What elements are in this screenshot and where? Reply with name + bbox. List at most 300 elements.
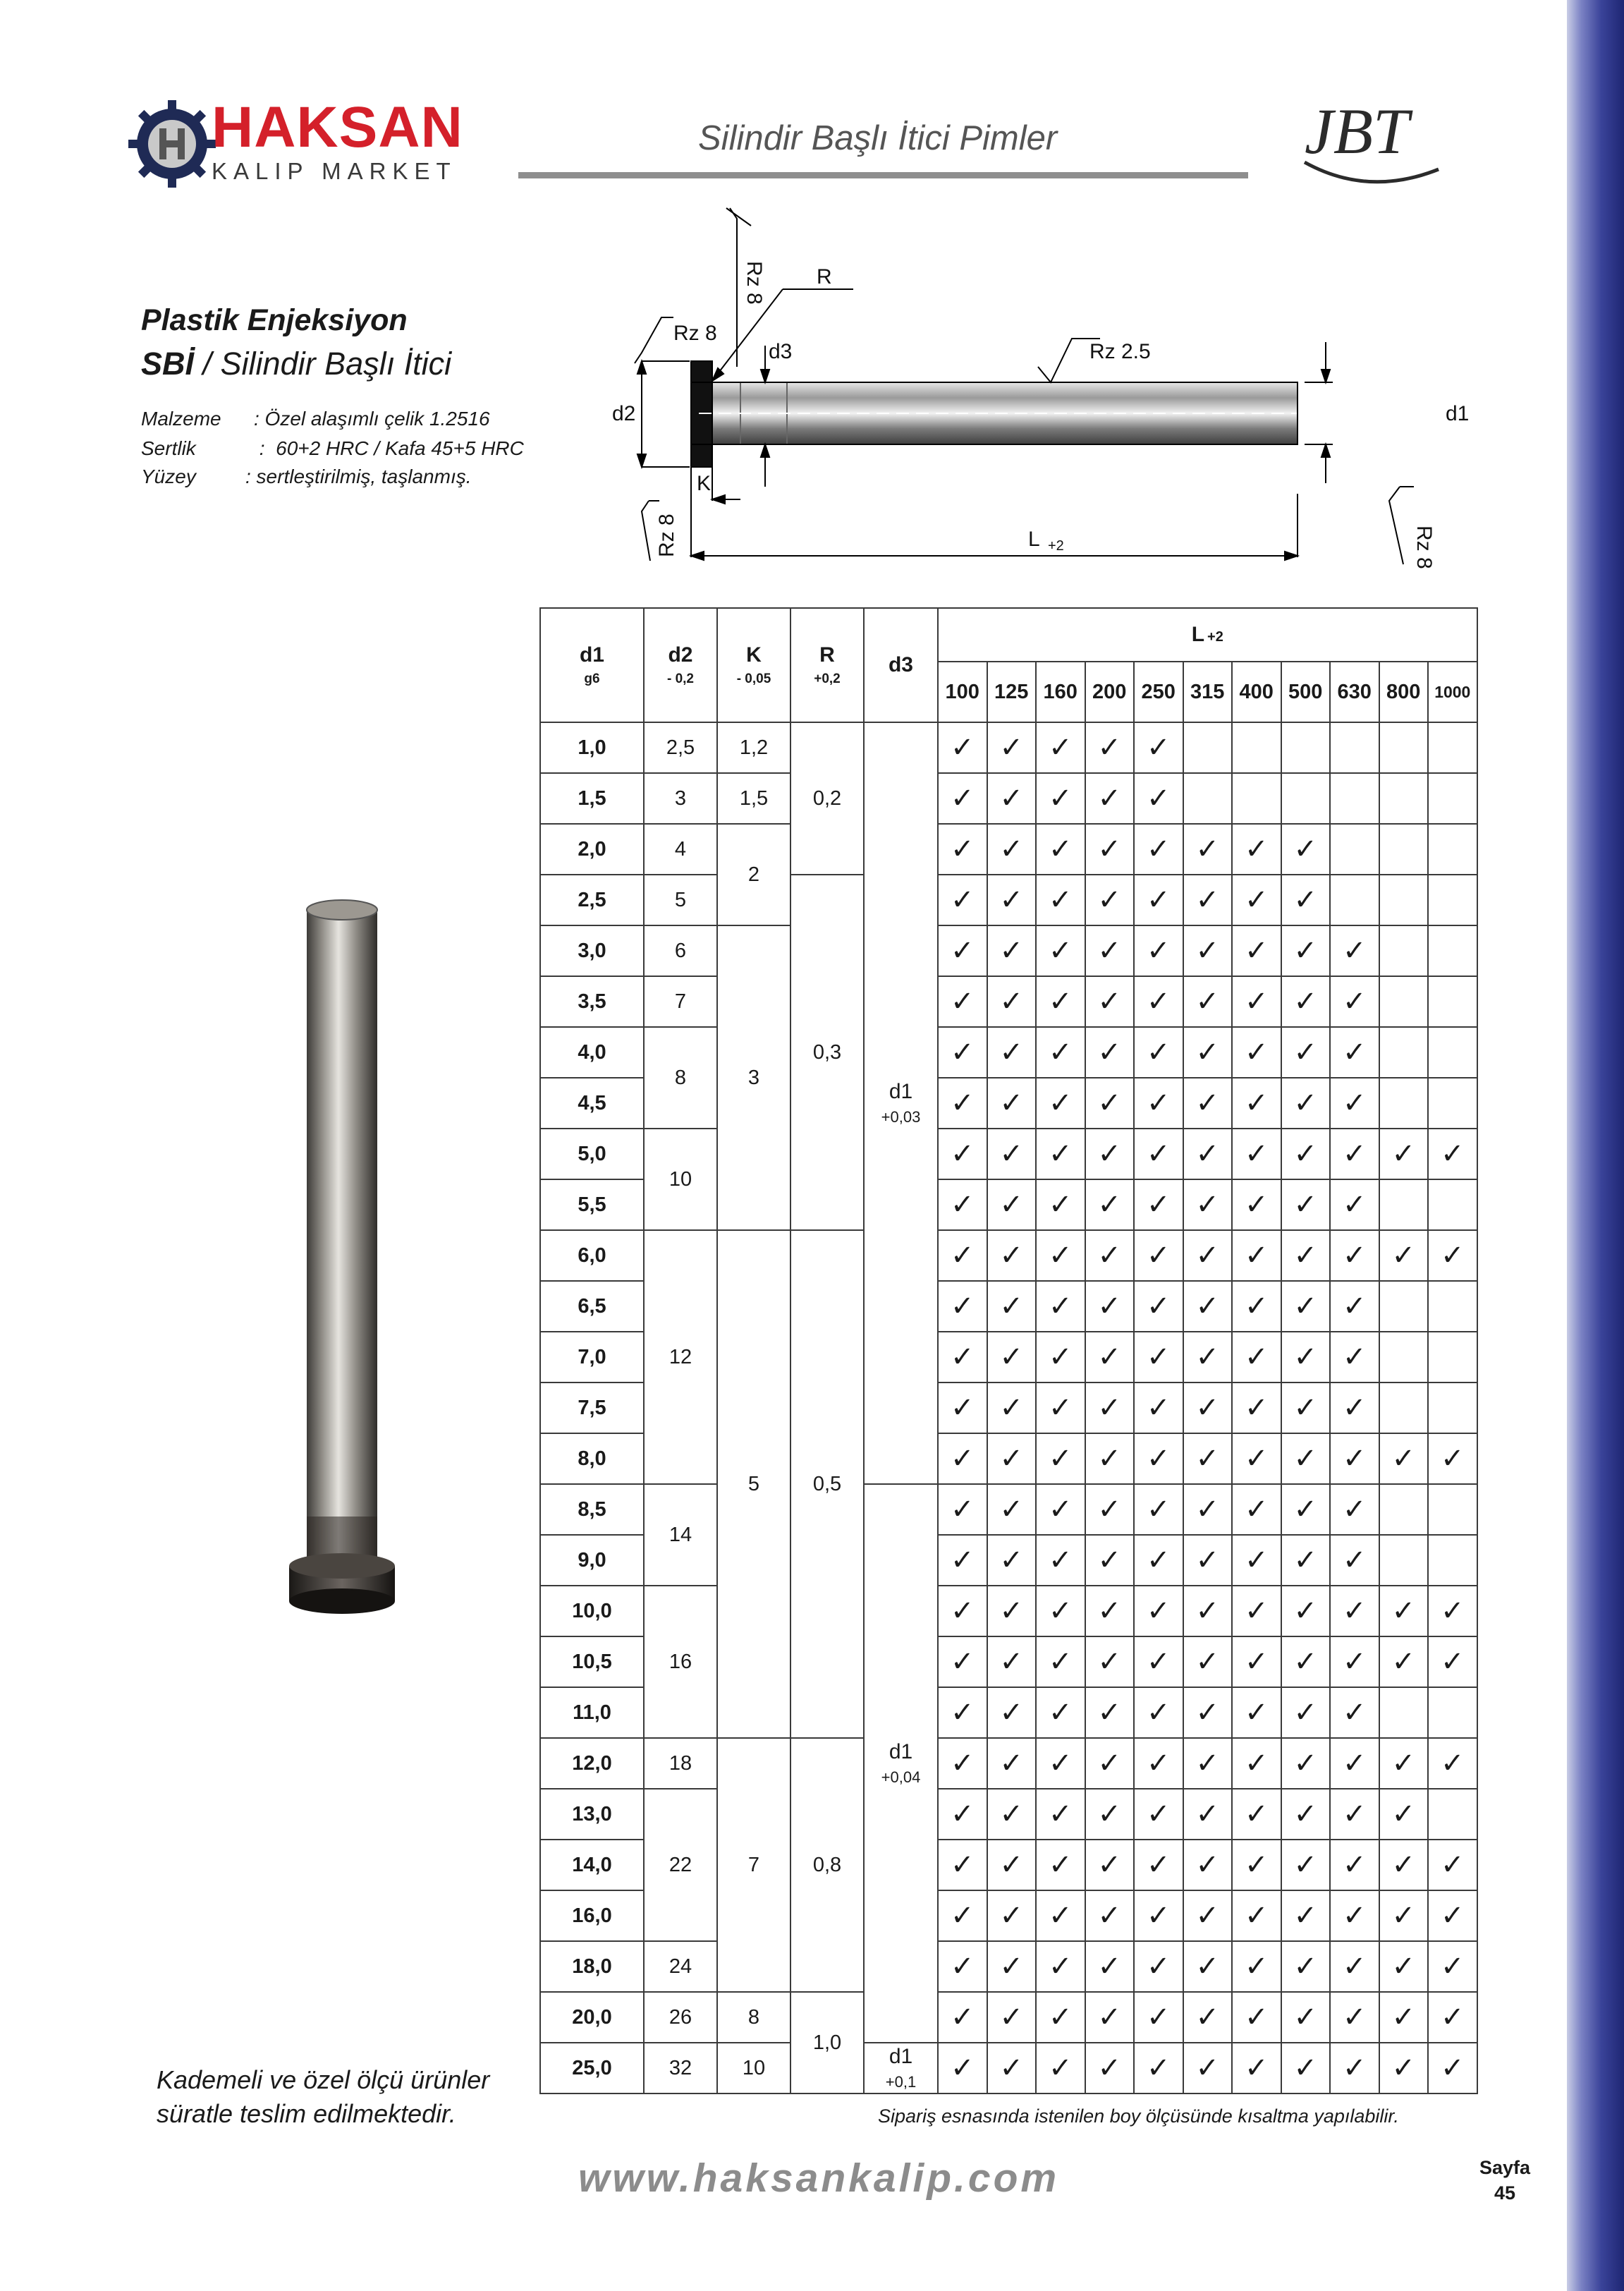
availability-cell — [1183, 1433, 1233, 1484]
availability-cell — [1379, 1129, 1429, 1179]
checkmark-icon: ✓ — [1146, 1798, 1171, 1830]
checkmark-icon: ✓ — [950, 731, 975, 763]
availability-cell — [1232, 1586, 1281, 1636]
checkmark-icon: ✓ — [1293, 1239, 1317, 1271]
checkmark-icon: ✓ — [1146, 1544, 1171, 1576]
availability-cell — [1379, 1179, 1429, 1230]
availability-cell — [1134, 773, 1183, 824]
availability-cell — [1036, 2043, 1085, 2094]
checkmark-icon: ✓ — [1048, 2052, 1073, 2084]
availability-cell — [938, 1586, 987, 1636]
availability-cell — [1232, 1433, 1281, 1484]
checkmark-icon: ✓ — [999, 731, 1023, 763]
website-link[interactable]: www.haksankalip.com — [578, 2156, 1060, 2201]
checkmark-icon: ✓ — [1342, 2001, 1367, 2033]
checkmark-icon: ✓ — [1146, 1595, 1171, 1627]
checkmark-icon: ✓ — [950, 1138, 975, 1169]
availability-cell — [1330, 1941, 1379, 1992]
checkmark-icon: ✓ — [1195, 1036, 1219, 1068]
availability-cell — [1183, 1992, 1233, 2043]
availability-cell — [1428, 1332, 1477, 1382]
pin-body — [659, 361, 1312, 467]
checkmark-icon: ✓ — [999, 884, 1023, 916]
brand-subtitle: KALIP MARKET — [212, 158, 457, 184]
d3-base: d1 — [889, 1080, 913, 1103]
checkmark-icon: ✓ — [1048, 2001, 1073, 2033]
header-length-label: L — [1191, 623, 1205, 646]
availability-cell — [987, 1840, 1037, 1890]
checkmark-icon: ✓ — [1244, 1341, 1269, 1373]
availability-cell — [1036, 925, 1085, 976]
availability-cell — [938, 1687, 987, 1738]
checkmark-icon: ✓ — [1441, 1950, 1465, 1982]
order-note: Sipariş esnasında istenilen boy ölçüsünde kısaltma yapılabilir. — [878, 2105, 1399, 2127]
spec-value: : sertleştirilmiş, taşlanmış. — [245, 466, 472, 487]
availability-cell — [1134, 1535, 1183, 1586]
availability-cell — [1281, 722, 1331, 773]
d3-cell — [864, 2043, 938, 2094]
checkmark-icon: ✓ — [1293, 1036, 1317, 1068]
checkmark-icon: ✓ — [1244, 1849, 1269, 1880]
checkmark-icon: ✓ — [1342, 1493, 1367, 1525]
header-d2 — [644, 608, 717, 722]
header-d3-label: d3 — [888, 653, 913, 676]
length-header-cell: 400 — [1232, 662, 1281, 722]
d1-cell: 12,0 — [540, 1738, 644, 1789]
availability-cell — [1036, 875, 1085, 925]
d2-cell: 24 — [644, 1941, 717, 1992]
d2-cell: 26 — [644, 1992, 717, 2043]
availability-cell — [1183, 1382, 1233, 1433]
availability-cell — [987, 1332, 1037, 1382]
checkmark-icon: ✓ — [1048, 1646, 1073, 1677]
checkmark-icon: ✓ — [1097, 782, 1121, 814]
availability-cell — [938, 875, 987, 925]
availability-cell — [1379, 1332, 1429, 1382]
checkmark-icon: ✓ — [950, 1087, 975, 1119]
checkmark-icon: ✓ — [1048, 1747, 1073, 1779]
checkmark-icon: ✓ — [1195, 935, 1219, 966]
checkmark-icon: ✓ — [999, 1036, 1023, 1068]
title-underline — [518, 172, 1248, 178]
availability-cell — [987, 1941, 1037, 1992]
availability-cell — [1134, 722, 1183, 773]
table-row — [540, 1586, 1477, 1636]
availability-cell — [1281, 773, 1331, 824]
d3-base: d1 — [889, 1740, 913, 1763]
drawing-label-rz8-head: Rz 8 — [673, 322, 717, 345]
checkmark-icon: ✓ — [1244, 935, 1269, 966]
availability-cell — [1232, 1789, 1281, 1840]
checkmark-icon: ✓ — [1097, 1036, 1121, 1068]
availability-cell — [987, 1230, 1037, 1281]
checkmark-icon: ✓ — [1342, 1341, 1367, 1373]
availability-cell — [1281, 1840, 1331, 1890]
checkmark-icon: ✓ — [1441, 1900, 1465, 1931]
k-cell: 7 — [717, 1738, 790, 1992]
availability-cell — [987, 1382, 1037, 1433]
availability-cell — [1183, 1890, 1233, 1941]
checkmark-icon: ✓ — [1146, 1696, 1171, 1728]
checkmark-icon: ✓ — [1391, 1646, 1415, 1677]
ejector-pin-photo — [282, 896, 409, 1622]
length-header-cell: 1000 — [1428, 662, 1477, 722]
checkmark-icon: ✓ — [1146, 1138, 1171, 1169]
drawing-label-rz8-top: Rz 8 — [743, 261, 766, 305]
checkmark-icon: ✓ — [950, 1696, 975, 1728]
drawing-label-d1: d1 — [1446, 402, 1470, 425]
haksan-gear-logo-icon — [127, 99, 217, 189]
availability-cell — [1428, 1078, 1477, 1129]
partner-logo: JBT — [1305, 95, 1410, 167]
availability-cell — [1085, 1687, 1135, 1738]
checkmark-icon: ✓ — [950, 833, 975, 865]
checkmark-icon: ✓ — [1391, 1138, 1415, 1169]
checkmark-icon: ✓ — [1342, 1900, 1367, 1931]
d3-tolerance: +0,03 — [881, 1108, 921, 1126]
availability-cell — [1232, 875, 1281, 925]
checkmark-icon: ✓ — [999, 1950, 1023, 1982]
availability-cell — [1085, 1027, 1135, 1078]
d2-cell: 7 — [644, 976, 717, 1027]
checkmark-icon: ✓ — [1391, 1239, 1415, 1271]
availability-cell — [1428, 1840, 1477, 1890]
checkmark-icon: ✓ — [1441, 2001, 1465, 2033]
availability-cell — [1428, 1179, 1477, 1230]
availability-cell — [1232, 1484, 1281, 1535]
checkmark-icon: ✓ — [1293, 1189, 1317, 1220]
checkmark-icon: ✓ — [1342, 1849, 1367, 1880]
checkmark-icon: ✓ — [1244, 1646, 1269, 1677]
availability-cell — [1036, 1382, 1085, 1433]
checkmark-icon: ✓ — [1342, 935, 1367, 966]
checkmark-icon: ✓ — [1146, 1087, 1171, 1119]
availability-cell — [938, 1332, 987, 1382]
checkmark-icon: ✓ — [1342, 1747, 1367, 1779]
d1-cell: 5,0 — [540, 1129, 644, 1179]
checkmark-icon: ✓ — [1097, 833, 1121, 865]
availability-cell — [1428, 1027, 1477, 1078]
checkmark-icon: ✓ — [1048, 1290, 1073, 1322]
checkmark-icon: ✓ — [950, 1036, 975, 1068]
d1-cell: 14,0 — [540, 1840, 644, 1890]
checkmark-icon: ✓ — [999, 935, 1023, 966]
spec-row-material — [141, 408, 490, 430]
length-header-cell: 800 — [1379, 662, 1429, 722]
checkmark-icon: ✓ — [1146, 782, 1171, 814]
availability-cell — [1428, 1484, 1477, 1535]
d2-cell: 22 — [644, 1789, 717, 1941]
availability-cell — [1330, 875, 1379, 925]
availability-cell — [1330, 1890, 1379, 1941]
availability-cell — [1428, 1433, 1477, 1484]
availability-cell — [938, 722, 987, 773]
availability-cell — [938, 2043, 987, 2094]
d1-cell: 3,0 — [540, 925, 644, 976]
availability-cell — [1085, 925, 1135, 976]
drawing-label-rz25: Rz 2.5 — [1089, 340, 1151, 363]
d3-tolerance: +0,1 — [885, 2073, 917, 2091]
length-header-cell: 160 — [1036, 662, 1085, 722]
d1-cell: 1,5 — [540, 773, 644, 824]
availability-cell — [1036, 722, 1085, 773]
checkmark-icon: ✓ — [999, 1239, 1023, 1271]
checkmark-icon: ✓ — [1097, 1290, 1121, 1322]
checkmark-icon: ✓ — [1097, 1189, 1121, 1220]
availability-cell — [987, 1179, 1037, 1230]
category-title: Plastik Enjeksiyon — [141, 303, 408, 337]
availability-cell — [1036, 976, 1085, 1027]
d1-cell: 18,0 — [540, 1941, 644, 1992]
availability-cell — [1379, 1281, 1429, 1332]
availability-cell — [987, 1687, 1037, 1738]
availability-cell — [1330, 2043, 1379, 2094]
checkmark-icon: ✓ — [999, 1341, 1023, 1373]
d2-cell: 12 — [644, 1230, 717, 1484]
d1-cell: 5,5 — [540, 1179, 644, 1230]
checkmark-icon: ✓ — [1195, 985, 1219, 1017]
checkmark-icon: ✓ — [1342, 1595, 1367, 1627]
availability-cell — [1281, 1789, 1331, 1840]
header-d1-label: d1 — [579, 643, 604, 667]
d1-cell: 2,5 — [540, 875, 644, 925]
checkmark-icon: ✓ — [1146, 1747, 1171, 1779]
availability-cell — [987, 722, 1037, 773]
delivery-note — [157, 2063, 489, 2131]
checkmark-icon: ✓ — [1048, 1696, 1073, 1728]
availability-cell — [1232, 1382, 1281, 1433]
availability-cell — [1379, 1890, 1429, 1941]
brand-name: HAKSAN — [212, 95, 463, 159]
checkmark-icon: ✓ — [999, 1900, 1023, 1931]
d1-cell: 16,0 — [540, 1890, 644, 1941]
checkmark-icon: ✓ — [1244, 985, 1269, 1017]
checkmark-icon: ✓ — [1293, 1392, 1317, 1423]
checkmark-icon: ✓ — [1293, 833, 1317, 865]
checkmark-icon: ✓ — [999, 1493, 1023, 1525]
availability-cell — [1281, 1484, 1331, 1535]
d2-cell: 14 — [644, 1484, 717, 1586]
checkmark-icon: ✓ — [1293, 1747, 1317, 1779]
checkmark-icon: ✓ — [950, 1341, 975, 1373]
availability-cell — [1428, 824, 1477, 875]
checkmark-icon: ✓ — [1048, 1087, 1073, 1119]
checkmark-icon: ✓ — [1097, 935, 1121, 966]
availability-cell — [1330, 1129, 1379, 1179]
d1-cell: 7,0 — [540, 1332, 644, 1382]
header-k-tolerance: - 0,05 — [736, 672, 771, 686]
availability-cell — [938, 1382, 987, 1433]
table-row — [540, 1738, 1477, 1789]
checkmark-icon: ✓ — [1244, 1138, 1269, 1169]
availability-cell — [1281, 1027, 1331, 1078]
checkmark-icon: ✓ — [1097, 1900, 1121, 1931]
checkmark-icon: ✓ — [1048, 731, 1073, 763]
checkmark-icon: ✓ — [999, 1747, 1023, 1779]
header-r-tolerance: +0,2 — [814, 672, 841, 686]
availability-cell — [1085, 1535, 1135, 1586]
d3-tolerance: +0,04 — [881, 1768, 921, 1786]
availability-cell — [1036, 1941, 1085, 1992]
availability-cell — [1085, 2043, 1135, 2094]
table-row — [540, 2043, 1477, 2094]
checkmark-icon: ✓ — [1195, 1900, 1219, 1931]
availability-cell — [1036, 824, 1085, 875]
checkmark-icon: ✓ — [950, 1189, 975, 1220]
d1-cell: 1,0 — [540, 722, 644, 773]
checkmark-icon: ✓ — [1441, 2052, 1465, 2084]
availability-cell — [1232, 1890, 1281, 1941]
availability-cell — [1281, 1382, 1331, 1433]
checkmark-icon: ✓ — [1097, 985, 1121, 1017]
availability-cell — [1281, 1332, 1331, 1382]
r-cell: 0,5 — [790, 1230, 864, 1738]
table-row — [540, 1230, 1477, 1281]
r-cell: 0,3 — [790, 875, 864, 1230]
checkmark-icon: ✓ — [1293, 1696, 1317, 1728]
availability-cell — [1281, 1433, 1331, 1484]
checkmark-icon: ✓ — [1293, 1138, 1317, 1169]
availability-cell — [938, 1535, 987, 1586]
checkmark-icon: ✓ — [1146, 833, 1171, 865]
checkmark-icon: ✓ — [999, 1595, 1023, 1627]
availability-cell — [1330, 1179, 1379, 1230]
header-d1 — [540, 608, 644, 722]
header-k-label: K — [746, 643, 762, 667]
availability-cell — [1134, 1129, 1183, 1179]
checkmark-icon: ✓ — [1244, 1900, 1269, 1931]
availability-cell — [1379, 1789, 1429, 1840]
checkmark-icon: ✓ — [950, 1442, 975, 1474]
checkmark-icon: ✓ — [1293, 1544, 1317, 1576]
checkmark-icon: ✓ — [950, 1290, 975, 1322]
checkmark-icon: ✓ — [1244, 1036, 1269, 1068]
checkmark-icon: ✓ — [1097, 1239, 1121, 1271]
availability-cell — [1379, 1027, 1429, 1078]
checkmark-icon: ✓ — [1441, 1646, 1465, 1677]
checkmark-icon: ✓ — [1048, 1036, 1073, 1068]
availability-cell — [1232, 1332, 1281, 1382]
availability-cell — [1036, 1890, 1085, 1941]
availability-cell — [938, 1941, 987, 1992]
availability-cell — [1183, 1179, 1233, 1230]
length-header-cell: 250 — [1134, 662, 1183, 722]
availability-cell — [1183, 1230, 1233, 1281]
drawing-label-d3: d3 — [769, 340, 793, 363]
availability-cell — [1085, 1129, 1135, 1179]
checkmark-icon: ✓ — [1146, 935, 1171, 966]
availability-cell — [938, 1230, 987, 1281]
availability-cell — [1330, 1484, 1379, 1535]
checkmark-icon: ✓ — [1244, 2001, 1269, 2033]
availability-cell — [1330, 1738, 1379, 1789]
checkmark-icon: ✓ — [1441, 1849, 1465, 1880]
checkmark-icon: ✓ — [950, 1900, 975, 1931]
checkmark-icon: ✓ — [1244, 1493, 1269, 1525]
k-cell: 3 — [717, 925, 790, 1230]
checkmark-icon: ✓ — [999, 1442, 1023, 1474]
availability-cell — [1330, 1078, 1379, 1129]
checkmark-icon: ✓ — [950, 782, 975, 814]
availability-cell — [1379, 925, 1429, 976]
table-row — [540, 976, 1477, 1027]
checkmark-icon: ✓ — [1244, 1950, 1269, 1982]
availability-cell — [1379, 1078, 1429, 1129]
checkmark-icon: ✓ — [1097, 731, 1121, 763]
availability-cell — [1183, 1332, 1233, 1382]
availability-cell — [1183, 722, 1233, 773]
checkmark-icon: ✓ — [1146, 1290, 1171, 1322]
checkmark-icon: ✓ — [950, 2052, 975, 2084]
availability-cell — [1036, 1636, 1085, 1687]
availability-cell — [1330, 1840, 1379, 1890]
checkmark-icon: ✓ — [1391, 1595, 1415, 1627]
checkmark-icon: ✓ — [950, 1747, 975, 1779]
checkmark-icon: ✓ — [1342, 1290, 1367, 1322]
checkmark-icon: ✓ — [1146, 1341, 1171, 1373]
checkmark-icon: ✓ — [1097, 1696, 1121, 1728]
header-r-label: R — [819, 643, 835, 667]
checkmark-icon: ✓ — [1293, 1087, 1317, 1119]
checkmark-icon: ✓ — [1244, 1747, 1269, 1779]
availability-cell — [938, 1484, 987, 1535]
availability-cell — [1330, 1789, 1379, 1840]
drawing-label-r: R — [817, 265, 832, 288]
checkmark-icon: ✓ — [1342, 1239, 1367, 1271]
availability-cell — [1183, 1789, 1233, 1840]
availability-cell — [1085, 1078, 1135, 1129]
checkmark-icon: ✓ — [1048, 1493, 1073, 1525]
availability-cell — [938, 1129, 987, 1179]
checkmark-icon: ✓ — [1342, 1646, 1367, 1677]
availability-cell — [1232, 976, 1281, 1027]
d1-cell: 10,0 — [540, 1586, 644, 1636]
checkmark-icon: ✓ — [1097, 1442, 1121, 1474]
availability-cell — [1232, 1230, 1281, 1281]
r-cell: 0,8 — [790, 1738, 864, 1992]
d2-cell: 8 — [644, 1027, 717, 1129]
d2-cell: 6 — [644, 925, 717, 976]
availability-cell — [1281, 1078, 1331, 1129]
d1-cell: 6,5 — [540, 1281, 644, 1332]
spec-row-hardness — [141, 437, 524, 460]
availability-cell — [1281, 2043, 1331, 2094]
availability-cell — [1330, 1636, 1379, 1687]
availability-cell — [1134, 925, 1183, 976]
availability-cell — [1232, 1738, 1281, 1789]
availability-cell — [1330, 1433, 1379, 1484]
availability-cell — [1183, 1027, 1233, 1078]
d1-cell: 7,5 — [540, 1382, 644, 1433]
availability-cell — [1428, 1281, 1477, 1332]
spec-value: : 60+2 HRC / Kafa 45+5 HRC — [254, 437, 524, 459]
availability-cell — [1085, 722, 1135, 773]
availability-cell — [938, 773, 987, 824]
checkmark-icon: ✓ — [1195, 1696, 1219, 1728]
checkmark-icon: ✓ — [1441, 1442, 1465, 1474]
checkmark-icon: ✓ — [999, 833, 1023, 865]
availability-cell — [1281, 1281, 1331, 1332]
checkmark-icon: ✓ — [999, 1392, 1023, 1423]
availability-cell — [1379, 2043, 1429, 2094]
checkmark-icon: ✓ — [1342, 1392, 1367, 1423]
availability-cell — [1281, 1941, 1331, 1992]
checkmark-icon: ✓ — [1195, 884, 1219, 916]
availability-cell — [1085, 1586, 1135, 1636]
availability-cell — [938, 1789, 987, 1840]
checkmark-icon: ✓ — [1391, 1900, 1415, 1931]
availability-cell — [1330, 1281, 1379, 1332]
